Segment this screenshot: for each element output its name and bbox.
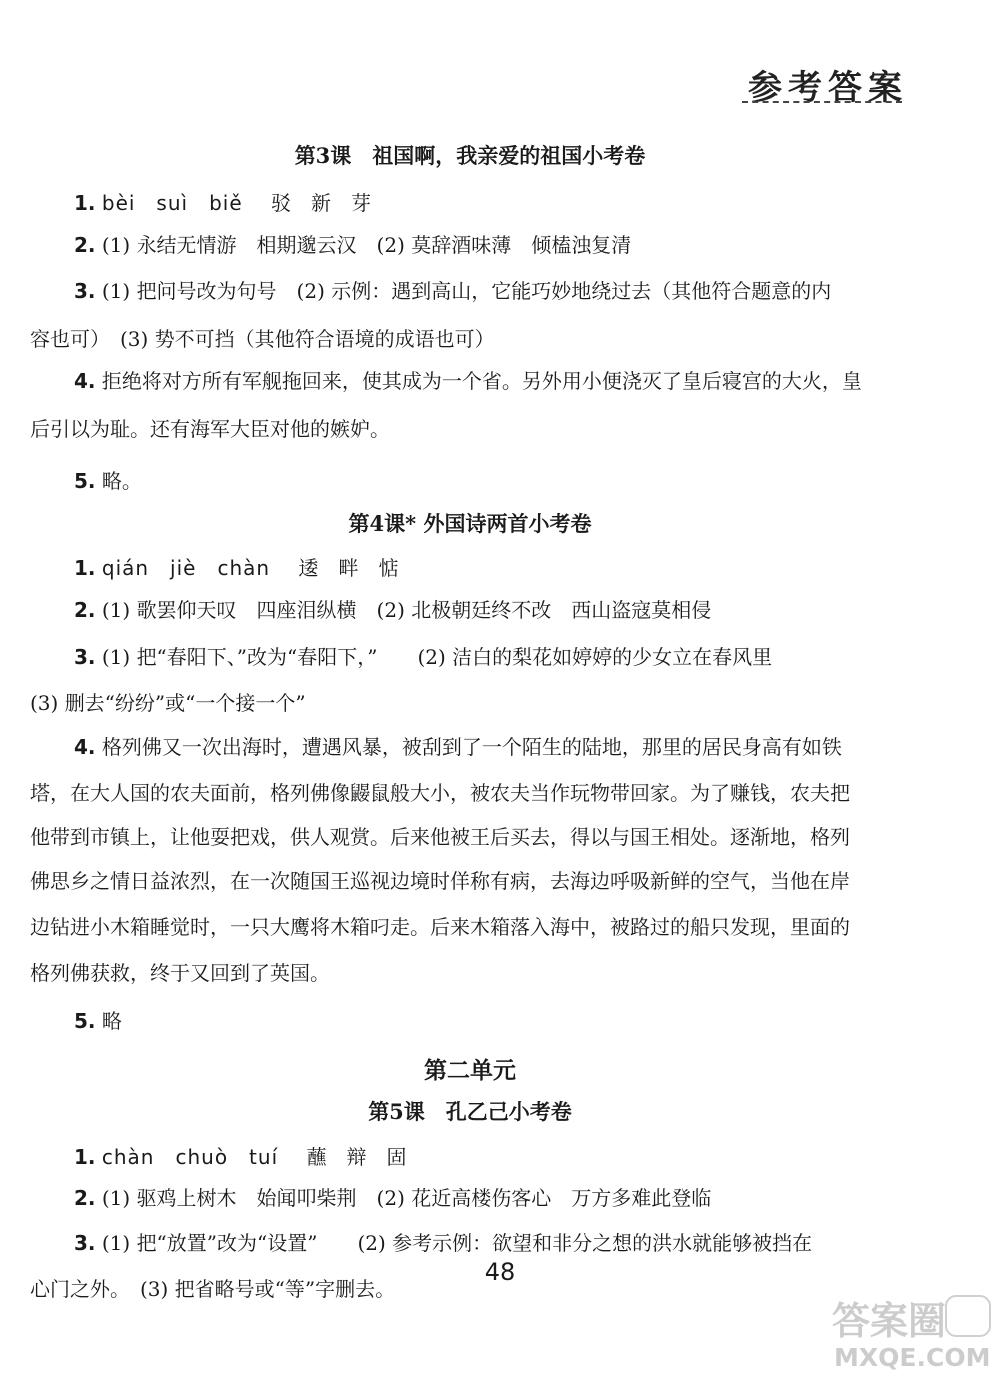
question-number: 1. bbox=[74, 1145, 96, 1169]
lesson-3-q4-line1 bbox=[30, 358, 954, 405]
lesson-4-q4-line3: 他带到市镇上，让他耍把戏，供人观赏。后来他被王后买去，得以与国王相处。逐渐地，格列 bbox=[30, 825, 850, 849]
answer-text: 略。 bbox=[101, 469, 142, 493]
lesson-3-title: 第3课 祖国啊，我亲爱的祖国小考卷 bbox=[294, 143, 646, 168]
answer-text: 格列佛又一次出海时，遭遇风暴，被刮到了一个陌生的陆地，那里的居民身高有如铁 bbox=[101, 735, 842, 759]
question-number: 4. bbox=[74, 735, 96, 759]
question-number: 3. bbox=[74, 1231, 96, 1255]
character-answers: 驳 新 芽 bbox=[271, 191, 371, 215]
lesson-3-q5 bbox=[30, 458, 954, 505]
lesson-4-q2 bbox=[30, 587, 954, 634]
lesson-5-title: 第5课 孔乙己小考卷 bbox=[368, 1099, 572, 1124]
lesson-4-q4-line5: 边钻进小木箱睡觉时，一只大鹰将木箱叼走。后来木箱落入海中，被路过的船只发现，里面的 bbox=[30, 915, 850, 939]
lesson-4-q5 bbox=[30, 998, 954, 1045]
lesson-4-q4-line4: 佛思乡之情日益浓烈，在一次随国王巡视边境时佯称有病，去海边呼吸新鲜的空气，当他在岸 bbox=[30, 869, 850, 893]
lesson-3-q3-line1 bbox=[30, 268, 954, 315]
unit-2-title: 第二单元 bbox=[424, 1057, 516, 1084]
answer-text: (1) 永结无情游 相期邈云汉 (2) 莫辞酒味薄 倾榼浊复清 bbox=[101, 233, 632, 257]
header-dashed-rule bbox=[742, 101, 902, 103]
lesson-4-q4-line2: 塔，在大人国的农夫面前，格列佛像鼹鼠般大小，被农夫当作玩物带回家。为了赚钱，农夫把 bbox=[30, 781, 850, 805]
answer-text: (1) 歌罢仰天叹 四座泪纵横 (2) 北极朝廷终不改 西山盗寇莫相侵 bbox=[101, 598, 712, 622]
question-number: 5. bbox=[74, 1009, 96, 1033]
question-number: 4. bbox=[74, 369, 96, 393]
lesson-3-q4-line2: 后引以为耻。还有海军大臣对他的嫉妒。 bbox=[30, 417, 390, 441]
watermark-brand-text: 答案圈 bbox=[832, 1299, 947, 1343]
answer-text: 略 bbox=[101, 1009, 122, 1033]
answer-text: (1) 驱鸡上树木 始闻叩柴荆 (2) 花近高楼伤客心 万方多难此登临 bbox=[101, 1186, 712, 1210]
question-number: 5. bbox=[74, 469, 96, 493]
question-number: 1. bbox=[74, 556, 96, 580]
page-number: 48 bbox=[484, 1258, 516, 1286]
pinyin-answers: bèi suì biě bbox=[101, 191, 243, 215]
lesson-5-q2 bbox=[30, 1175, 954, 1222]
lesson-4-q3-line1 bbox=[30, 634, 954, 681]
lesson-3-q2 bbox=[30, 222, 954, 269]
answer-key-header: 参考答案 bbox=[748, 68, 908, 108]
lesson-5-q1 bbox=[30, 1134, 954, 1181]
lesson-4-q1 bbox=[30, 545, 954, 592]
pinyin-answers: chàn chuò tuí bbox=[101, 1145, 279, 1169]
lesson-4-title: 第4课* 外国诗两首小考卷 bbox=[348, 511, 592, 536]
lesson-3-q3-line2: 容也可） (3) 势不可挡（其他符合语境的成语也可） bbox=[30, 327, 495, 351]
answer-text: (1) 把“放置”改为“设置” (2) 参考示例：欲望和非分之想的洪水就能够被挡在 bbox=[101, 1231, 813, 1255]
character-answers: 逶 畔 惦 bbox=[298, 556, 399, 580]
question-number: 2. bbox=[74, 1186, 96, 1210]
answer-text: (1) 把“春阳下、”改为“春阳下，” (2) 洁白的梨花如婷婷的少女立在春风里 bbox=[101, 645, 773, 669]
watermark-logo bbox=[828, 1290, 996, 1372]
question-number: 3. bbox=[74, 645, 96, 669]
question-number: 2. bbox=[74, 598, 96, 622]
watermark-url-text: MXQE.COM bbox=[834, 1343, 991, 1372]
character-answers: 蘸 辩 固 bbox=[306, 1145, 407, 1169]
lesson-3-q1 bbox=[30, 180, 954, 227]
pinyin-answers: qián jiè chàn bbox=[101, 556, 271, 580]
lesson-4-q4-line6: 格列佛获救，终于又回到了英国。 bbox=[30, 961, 330, 985]
question-number: 1. bbox=[74, 191, 96, 215]
answer-text: 拒绝将对方所有军舰拖回来，使其成为一个省。另外用小便浇灭了皇后寝宫的大火，皇 bbox=[101, 369, 862, 393]
question-number: 3. bbox=[74, 279, 96, 303]
lesson-4-q3-line2: (3) 删去“纷纷”或“一个接一个” bbox=[30, 691, 306, 715]
lesson-4-q4-line1 bbox=[30, 724, 954, 771]
question-number: 2. bbox=[74, 233, 96, 257]
lesson-5-q3-line2: 心门之外。 (3) 把省略号或“等”字删去。 bbox=[30, 1277, 396, 1301]
answer-text: (1) 把问号改为句号 (2) 示例：遇到高山，它能巧妙地绕过去（其他符合题意的内 bbox=[101, 279, 832, 303]
